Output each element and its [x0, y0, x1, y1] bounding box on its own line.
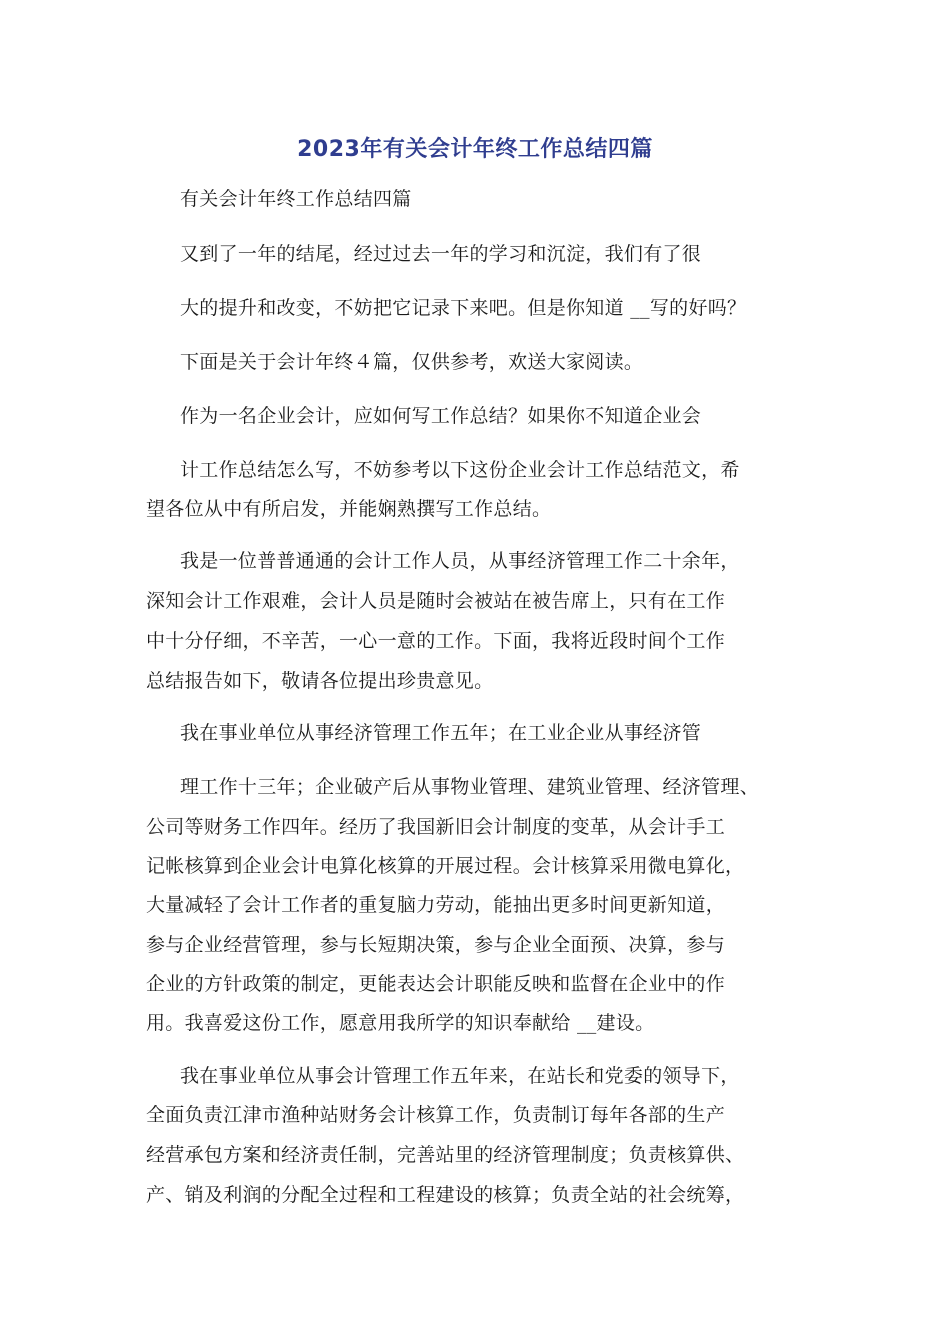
- text-line: 企业的方针政策的制定，更能表达会计职能反映和监督在企业中的作: [146, 973, 726, 995]
- text-line: 用。我喜爱这份工作，愿意用我所学的知识奉献给 __建设。: [146, 1012, 655, 1034]
- text-line: 总结报告如下，敬请各位提出珍贵意见。: [146, 670, 494, 692]
- text-line: 我在事业单位从事会计管理工作五年来，在站长和党委的领导下，: [180, 1065, 740, 1087]
- text-line: 经营承包方案和经济责任制，完善站里的经济管理制度；负责核算供、: [146, 1144, 745, 1166]
- text-line: 下面是关于会计年终４篇，仅供参考，欢送大家阅读。: [180, 351, 644, 373]
- text-line: 大量减轻了会计工作者的重复脑力劳动，能抽出更多时间更新知道，: [146, 894, 726, 916]
- text-line: 记帐核算到企业会计电算化核算的开展过程。会计核算采用微电算化，: [146, 855, 745, 877]
- text-line: 公司等财务工作四年。经历了我国新旧会计制度的变革，从会计手工: [146, 816, 726, 838]
- text-line: 大的提升和改变，不妨把它记录下来吧。但是你知道 __写的好吗？: [180, 297, 747, 319]
- text-line: 产、销及利润的分配全过程和工程建设的核算；负责全站的社会统筹，: [146, 1184, 745, 1206]
- text-line: 我是一位普普通通的会计工作人员，从事经济管理工作二十余年，: [180, 550, 740, 572]
- text-line: 计工作总结怎么写，不妨参考以下这份企业会计工作总结范文，希: [180, 459, 740, 481]
- text-line: 参与企业经营管理，参与长短期决策，参与企业全面预、决算，参与: [146, 934, 726, 956]
- text-line: 又到了一年的结尾，经过过去一年的学习和沉淀，我们有了很: [180, 243, 702, 265]
- text-line: 理工作十三年；企业破产后从事物业管理、建筑业管理、经济管理、: [180, 776, 760, 798]
- text-line: 中十分仔细，不辛苦，一心一意的工作。下面，我将近段时间个工作: [146, 630, 726, 652]
- text-line: 全面负责江津市渔种站财务会计核算工作，负责制订每年各部的生产: [146, 1104, 726, 1126]
- document-title: 2023年有关会计年终工作总结四篇: [297, 137, 653, 162]
- text-line: 深知会计工作艰难，会计人员是随时会被站在被告席上，只有在工作: [146, 590, 726, 612]
- text-line: 望各位从中有所启发，并能娴熟撰写工作总结。: [146, 498, 552, 520]
- text-line: 作为一名企业会计，应如何写工作总结？如果你不知道企业会: [180, 405, 702, 427]
- text-line: 有关会计年终工作总结四篇: [180, 188, 412, 210]
- text-line: 我在事业单位从事经济管理工作五年；在工业企业从事经济管: [180, 722, 702, 744]
